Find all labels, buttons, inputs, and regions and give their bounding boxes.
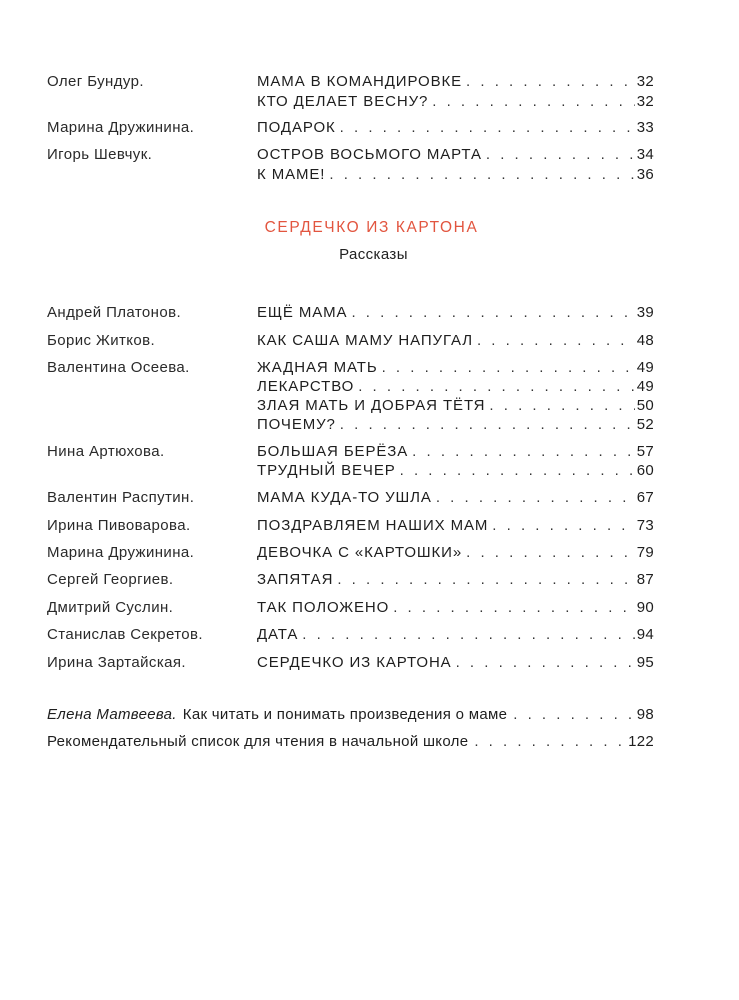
- afterword-title: Как читать и понимать произведения о маме: [182, 706, 508, 723]
- toc-entry-page: 57: [636, 443, 654, 460]
- dot-leader: [393, 599, 635, 616]
- dot-leader: [412, 443, 635, 460]
- toc-entry[interactable]: [257, 146, 654, 163]
- toc-entry-page: 49: [636, 378, 654, 395]
- dot-leader: [302, 626, 634, 643]
- toc-entry[interactable]: [257, 119, 654, 136]
- toc-entry-title: ДАТА: [257, 626, 299, 643]
- dot-leader: [436, 489, 635, 506]
- toc-entry-page: 48: [636, 332, 654, 349]
- toc-entry-title: ОСТРОВ ВОСЬМОГО МАРТА: [257, 146, 482, 163]
- toc-entry-page: 90: [636, 599, 654, 616]
- author-name: Олег Бундур.: [47, 73, 144, 90]
- toc-entry-page: 34: [636, 146, 654, 163]
- dot-leader: [432, 93, 634, 110]
- dot-leader: [340, 119, 635, 136]
- toc-entry-page: 67: [636, 489, 654, 506]
- toc-entry-title: ПОЧЕМУ?: [257, 416, 336, 433]
- toc-entry-title: МАМА В КОМАНДИРОВКЕ: [257, 73, 463, 90]
- author-name: Андрей Платонов.: [47, 304, 182, 321]
- dot-leader: [340, 416, 635, 433]
- toc-entry[interactable]: [257, 93, 654, 110]
- dot-leader: [358, 378, 635, 395]
- toc-entry[interactable]: [257, 489, 654, 506]
- toc-entry[interactable]: [257, 443, 654, 460]
- toc-entry-title: МАМА КУДА-ТО УШЛА: [257, 489, 432, 506]
- author-name: Марина Дружинина.: [47, 544, 195, 561]
- toc-entry[interactable]: [257, 378, 654, 395]
- dot-leader: [456, 654, 635, 671]
- section-subtitle: Рассказы: [339, 246, 408, 263]
- dot-leader: [382, 359, 635, 376]
- toc-entry-title: КАК САША МАМУ НАПУГАЛ: [257, 332, 473, 349]
- toc-entry[interactable]: [257, 462, 654, 479]
- toc-entry-page: 94: [636, 626, 654, 643]
- dot-leader: [492, 517, 634, 534]
- toc-entry[interactable]: [257, 626, 654, 643]
- afterword-author: Елена Матвеева.: [47, 706, 177, 723]
- dot-leader: [466, 544, 635, 561]
- toc-entry-title: ЕЩЁ МАМА: [257, 304, 348, 321]
- toc-entry-title: ТРУДНЫЙ ВЕЧЕР: [257, 462, 396, 479]
- toc-entry[interactable]: [257, 416, 654, 433]
- dot-leader: [329, 166, 634, 183]
- toc-entry-title: ТАК ПОЛОЖЕНО: [257, 599, 390, 616]
- author-name: Валентина Осеева.: [47, 359, 190, 376]
- section-title: СЕРДЕЧКО ИЗ КАРТОНА: [264, 219, 479, 236]
- toc-entry-page: 95: [636, 654, 654, 671]
- author-name: Станислав Секретов.: [47, 626, 203, 643]
- toc-entry[interactable]: [257, 304, 654, 321]
- reading-list-entry[interactable]: [47, 733, 654, 750]
- toc-entry-title: К МАМЕ!: [257, 166, 326, 183]
- toc-entry[interactable]: [257, 73, 654, 90]
- dot-leader: [400, 462, 635, 479]
- toc-entry-page: 39: [636, 304, 654, 321]
- author-name: Дмитрий Суслин.: [47, 599, 174, 616]
- toc-entry-title: КТО ДЕЛАЕТ ВЕСНУ?: [257, 93, 429, 110]
- toc-entry-page: 52: [636, 416, 654, 433]
- author-name: Игорь Шевчук.: [47, 146, 153, 163]
- author-name: Ирина Пивоварова.: [47, 517, 191, 534]
- toc-entry-page: 73: [636, 517, 654, 534]
- dot-leader: [477, 332, 635, 349]
- toc-entry[interactable]: [257, 166, 654, 183]
- toc-entry[interactable]: [257, 544, 654, 561]
- toc-entry[interactable]: [257, 332, 654, 349]
- dot-leader: [489, 397, 634, 414]
- dot-leader: [351, 304, 634, 321]
- toc-entry-title: СЕРДЕЧКО ИЗ КАРТОНА: [257, 654, 452, 671]
- toc-entry[interactable]: [257, 517, 654, 534]
- toc-entry-title: ДЕВОЧКА С «КАРТОШКИ»: [257, 544, 463, 561]
- toc-entry-page: 49: [636, 359, 654, 376]
- toc-entry-title: ПОЗДРАВЛЯЕМ НАШИХ МАМ: [257, 517, 489, 534]
- author-name: Сергей Георгиев.: [47, 571, 174, 588]
- toc-entry[interactable]: [257, 397, 654, 414]
- author-name: Ирина Зартайская.: [47, 654, 186, 671]
- toc-entry-title: ЗАПЯТАЯ: [257, 571, 334, 588]
- toc-entry-title: ЗЛАЯ МАТЬ И ДОБРАЯ ТЁТЯ: [257, 397, 486, 414]
- author-name: Валентин Распутин.: [47, 489, 195, 506]
- toc-entry-page: 33: [636, 119, 654, 136]
- toc-entry[interactable]: [257, 654, 654, 671]
- dot-leader: [466, 73, 635, 90]
- toc-entry[interactable]: [257, 571, 654, 588]
- dot-leader: [486, 146, 635, 163]
- dot-leader: [337, 571, 634, 588]
- toc-entry-page: 32: [636, 73, 654, 90]
- dot-leader: [474, 733, 626, 750]
- toc-entry-page: 36: [636, 166, 654, 183]
- toc-entry-page: 87: [636, 571, 654, 588]
- toc-entry-page: 60: [636, 462, 654, 479]
- afterword-entry[interactable]: [47, 706, 654, 723]
- toc-entry-page: 79: [636, 544, 654, 561]
- author-name: Борис Житков.: [47, 332, 156, 349]
- toc-entry-page: 32: [636, 93, 654, 110]
- dot-leader: [513, 706, 634, 723]
- toc-entry-title: БОЛЬШАЯ БЕРЁЗА: [257, 443, 409, 460]
- toc-entry[interactable]: [257, 599, 654, 616]
- toc-entry-title: ПОДАРОК: [257, 119, 336, 136]
- toc-entry-title: ЛЕКАРСТВО: [257, 378, 355, 395]
- afterword-page: 98: [636, 706, 654, 723]
- reading-list-page: 122: [628, 733, 654, 750]
- toc-entry-page: 50: [636, 397, 654, 414]
- reading-list-title: Рекомендательный список для чтения в начальной школе: [47, 733, 469, 750]
- author-name: Нина Артюхова.: [47, 443, 165, 460]
- author-name: Марина Дружинина.: [47, 119, 195, 136]
- toc-entry[interactable]: [257, 359, 654, 376]
- toc-entry-title: ЖАДНАЯ МАТЬ: [257, 359, 378, 376]
